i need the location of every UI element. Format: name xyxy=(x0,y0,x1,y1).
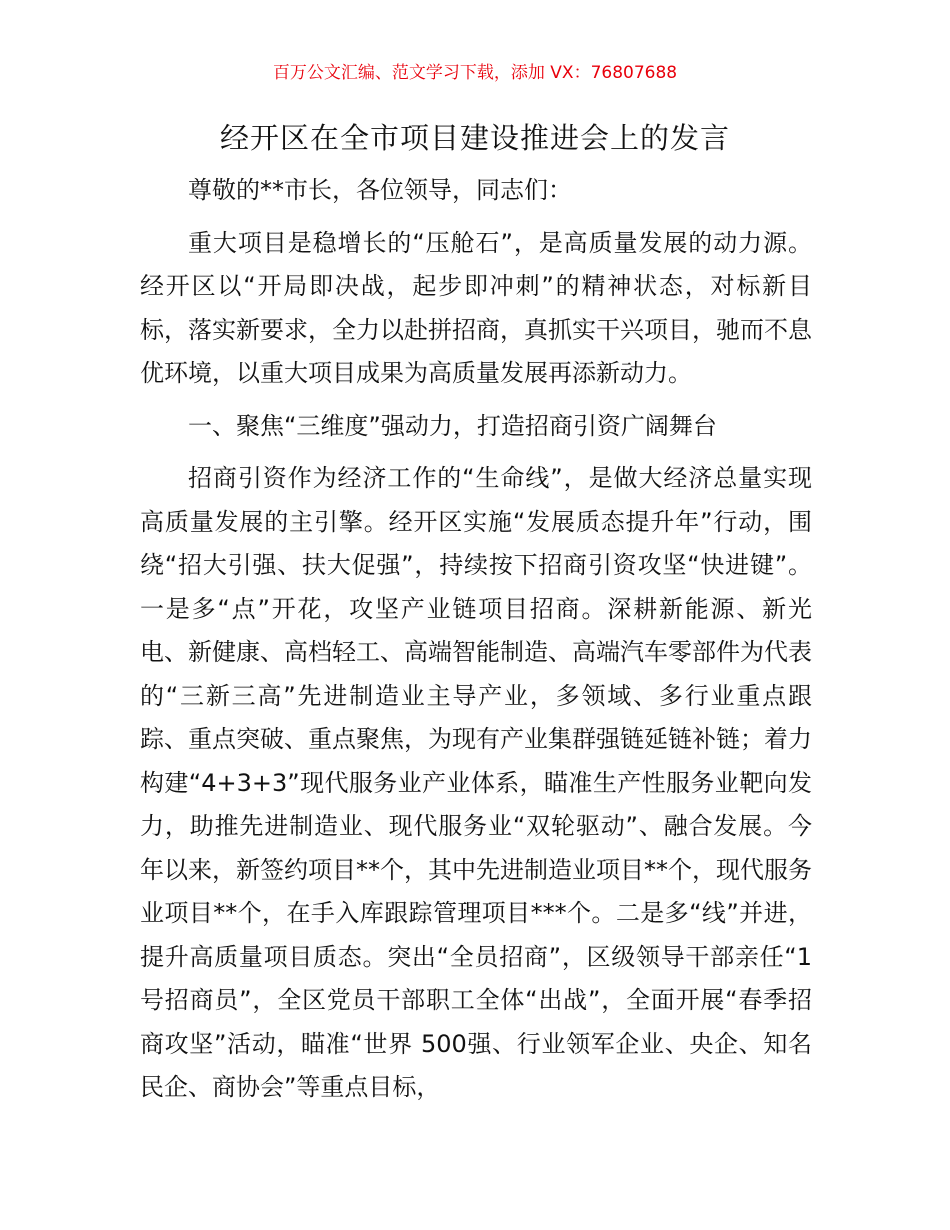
section-heading: 一、聚焦“三维度”强动力，打造招商引资广阔舞台 xyxy=(188,411,717,440)
document-body xyxy=(140,169,812,1110)
document-title: 经开区在全市项目建设推进会上的发言 xyxy=(219,121,730,155)
watermark-header: 百万公文汇编、范文学习下载，添加 VX：76807688 xyxy=(272,63,678,83)
salutation: 尊敬的**市长，各位领导，同志们： xyxy=(188,176,572,204)
section-paragraph: 招商引资作为经济工作的“生命线”，是做大经济总量实现高质量发展的主引擎。经开区实施“发展质态提升年”行动，围绕“招大引强、扶大促强”，持续按下招商引资攻坚“快进键”。一是多“点”开花，攻坚产业链项目招商。深耕新能源、新光电、新健康、高档轻工、高端智能制造、高端汽车零部件为代表的“三新三高”先进制造业主导产业，多领域、多行业重点跟踪、重点突破、重点聚焦，为现有产业集群强链延链补链；着力构建“4+3+3”现代服务业产业体系，瞄准生产性服务业靶向发力，助推先进制造业、现代服务业“双轮驱动”、融合发展。今年以来，新签约项目**个，其中先进制造业项目**个，现代服务业项目**个，在手入库跟踪管理项目***个。二是多“线”并进，提升高质量项目质态。突出“全员招商”，区级领导干部亲任“1 号招商员”，全区党员干部职工全体“出战”，全面开展“春季招商攻坚”活动，瞄准“世界 500强、行业领军企业、央企、知名民企、商协会”等重点目标， xyxy=(140,464,812,1101)
intro-paragraph: 重大项目是稳增长的“压舱石”，是高质量发展的动力源。经开区以“开局即决战，起步即冲刺”的精神状态，对标新目标，落实新要求，全力以赴拼招商，真抓实干兴项目，驰而不息优环境，以重大项目成果为高质量发展再添新动力。 xyxy=(140,228,812,387)
